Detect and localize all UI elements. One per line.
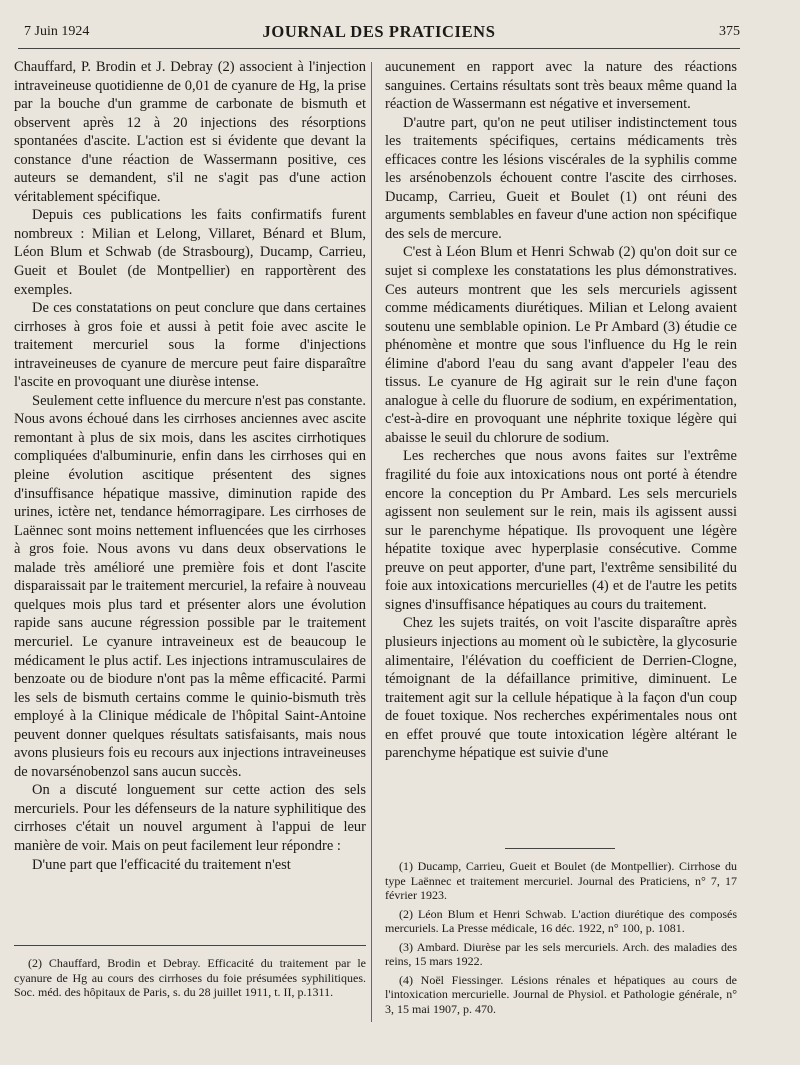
left-footnotes bbox=[14, 945, 366, 1004]
page-number: 375 bbox=[719, 24, 740, 39]
paragraph: Chauffard, P. Brodin et J. Debray (2) associent à l'injection intraveineuse quotidienne de 0,01 de cyanure de Hg, la prise par la bouche d'un gramme de carbonate de bismuth et observent après 12 à 20 injections des résorptions spontanées d'ascite. L'action est si évidente que devant la constance d'une réaction de Wassermann positive, ces auteurs se demandent, s'il ne s'agit pas d'une action véritablement spécifique. bbox=[14, 59, 366, 205]
footnote-rule bbox=[505, 848, 615, 849]
footnote: (4) Noël Fiessinger. Lésions rénales et hépatiques au cours de l'intoxication mercurielle. Journal de Physiol. et Pathologie générale, n° 3, 15 mai 1907, p. 470. bbox=[385, 972, 737, 1016]
header-rule bbox=[18, 48, 740, 49]
right-footnotes bbox=[385, 848, 737, 1020]
footnote: (1) Ducamp, Carrieu, Gueit et Boulet (de Montpellier). Cirrhose du type Laënnec et traitement mercuriel. Journal des Praticiens, n° 7, 17 février 1923. bbox=[385, 859, 737, 902]
paragraph: De ces constatations on peut conclure que dans certaines cirrhoses à gros foie et aussi à petit foie avec ascite le traitement mercuriel sous la forme d'injections intraveineuses de cyanure de mercure peut faire disparaître l'ascite en provoquant une diurèse intense. bbox=[14, 300, 366, 391]
issue-date: 7 Juin 1924 bbox=[24, 24, 90, 39]
page-header bbox=[18, 20, 740, 46]
footnote: (3) Ambard. Diurèse par les sels mercuriels. Arch. des maladies des reins, 15 mars 1922. bbox=[385, 939, 737, 968]
paragraph: C'est à Léon Blum et Henri Schwab (2) qu'on doit sur ce sujet si complexe les constatations les plus démonstratives. Ces auteurs montrent que les sels mercuriels agissent comme médicaments diurétiques. Milian et Lelong avaient soutenu une semblable opinion. Le Pr Ambard (3) étudie ce phénomène et montre que sous l'influence du Hg le rein élimine d'abord l'eau du sang avant d'appeler l'eau des tissus. Le cyanure de Hg agirait sur le rein d'une façon analogue à celle du fluorure de sodium, en expérimentation, c'est-à-dire en provoquant une néphrite toxique légère qui abaisse le seuil du chlorure de sodium. bbox=[385, 244, 737, 446]
paragraph: Chez les sujets traités, on voit l'ascite disparaître après plusieurs injections au moment où le subictère, la glycosurie alimentaire, l'élévation du coefficient de Derrien-Clogne, témoignant de la défaillance primitive, diminuent. Le traitement agit sur la cellule hépatique à la façon d'un coup de fouet toxique. Nos recherches expérimentales nous ont en effet prouvé que toute intoxication légère altérant le parenchyme hépatique est suivie d'une bbox=[385, 615, 737, 762]
journal-title: JOURNAL DES PRATICIENS bbox=[262, 22, 496, 41]
footnote: (2) Chauffard, Brodin et Debray. Efficacité du traitement par le cyanure de Hg au cours des cirrhoses du foie présumées syphilitiques. Soc. méd. des hôpitaux de Paris, s. du 28 juillet 1911, t. II, p.1311. bbox=[14, 956, 366, 999]
paragraph: aucunement en rapport avec la nature des réactions sanguines. Certains résultats sont très beaux même quand la réaction de Wassermann est négative et inversement. bbox=[385, 59, 737, 113]
column-divider bbox=[371, 62, 372, 1022]
left-column bbox=[14, 58, 366, 874]
paragraph: Depuis ces publications les faits confirmatifs furent nombreux : Milian et Lelong, Villaret, Bénard et Blum, Léon Blum et Schwab (de Strasbourg), Ducamp, Carrieu, Gueit et Boulet (de Montpellier) en rapportèrent des exemples. bbox=[14, 207, 366, 298]
paragraph: Les recherches que nous avons faites sur l'extrême fragilité du foie aux intoxications nous ont porté à étendre encore la conception du Pr Ambard. Les sels mercuriels agissent non seulement sur le rein, mais ils agissent aussi sur le parenchyme hépatique. Ils provoquent une légère hépatite toxique avec hyperplasie consécutive. Comme preuve on peut apporter, d'une part, l'extrême sensibilité du foie aux intoxications mercurielles (4) et de l'autre les petits signes d'insuffisance hépatiques au cours du traitement. bbox=[385, 448, 737, 613]
footnote-rule bbox=[14, 945, 366, 946]
right-column bbox=[385, 58, 737, 763]
paragraph: D'autre part, qu'on ne peut utiliser indistinctement tous les traitements spécifiques, certains médicaments très efficaces contre les lésions viscérales de la syphilis comme les arsénobenzols échouent contre l'ascite des cirrhoses. Ducamp, Carrieu, Gueit et Boulet (1) ont réuni des arguments semblables en faveur d'une action non spécifique des sels de mercure. bbox=[385, 114, 737, 242]
paragraph: Seulement cette influence du mercure n'est pas constante. Nous avons échoué dans les cirrhoses anciennes avec ascite remontant à plus de six mois, dans les ascites cirrhotiques compliquées d'albuminurie, enfin dans les cirrhoses qui en pleine évolution ascitique présentent des signes d'insuffisance hépatique massive, diminution rapide des urines, ictère net, tendance hémorragipare. Les cirrhoses de Laënnec sont moins nettement influencées que les cirrhoses à gros foie. Nous avons vu dans deux observations le malade très amélioré une première fois et dont l'ascite disparaissait par le traitement mercuriel, la refaire à nouveau quelques mois plus tard et présenter alors une évolution rapide sans aucune régression possible par le traitement mercuriel. Le cyanure intraveineux est de beaucoup le médicament le plus actif. Les injections intramusculaires de benzoate ou de biodure n'ont pas la même efficacité. Parmi les sels de bismuth certains comme le quinio-bismuth très employé à la Clinique médicale de l'hôpital Saint-Antoine peuvent donner quelques résultats satisfaisants, mais nous avons plusieurs fois eu recours aux injections intraveineuses de novarsénobenzol sans aucun succès. bbox=[14, 392, 366, 780]
footnote: (2) Léon Blum et Henri Schwab. L'action diurétique des composés mercuriels. La Presse médicale, 16 déc. 1922, n° 100, p. 1081. bbox=[385, 906, 737, 935]
paragraph: D'une part que l'efficacité du traitement n'est bbox=[32, 856, 291, 873]
paragraph: On a discuté longuement sur cette action des sels mercuriels. Pour les défenseurs de la nature syphilitique des cirrhoses c'était un nouvel argument à l'appui de leur manière de voir. Mais on peut facilement leur répondre : bbox=[14, 782, 366, 854]
